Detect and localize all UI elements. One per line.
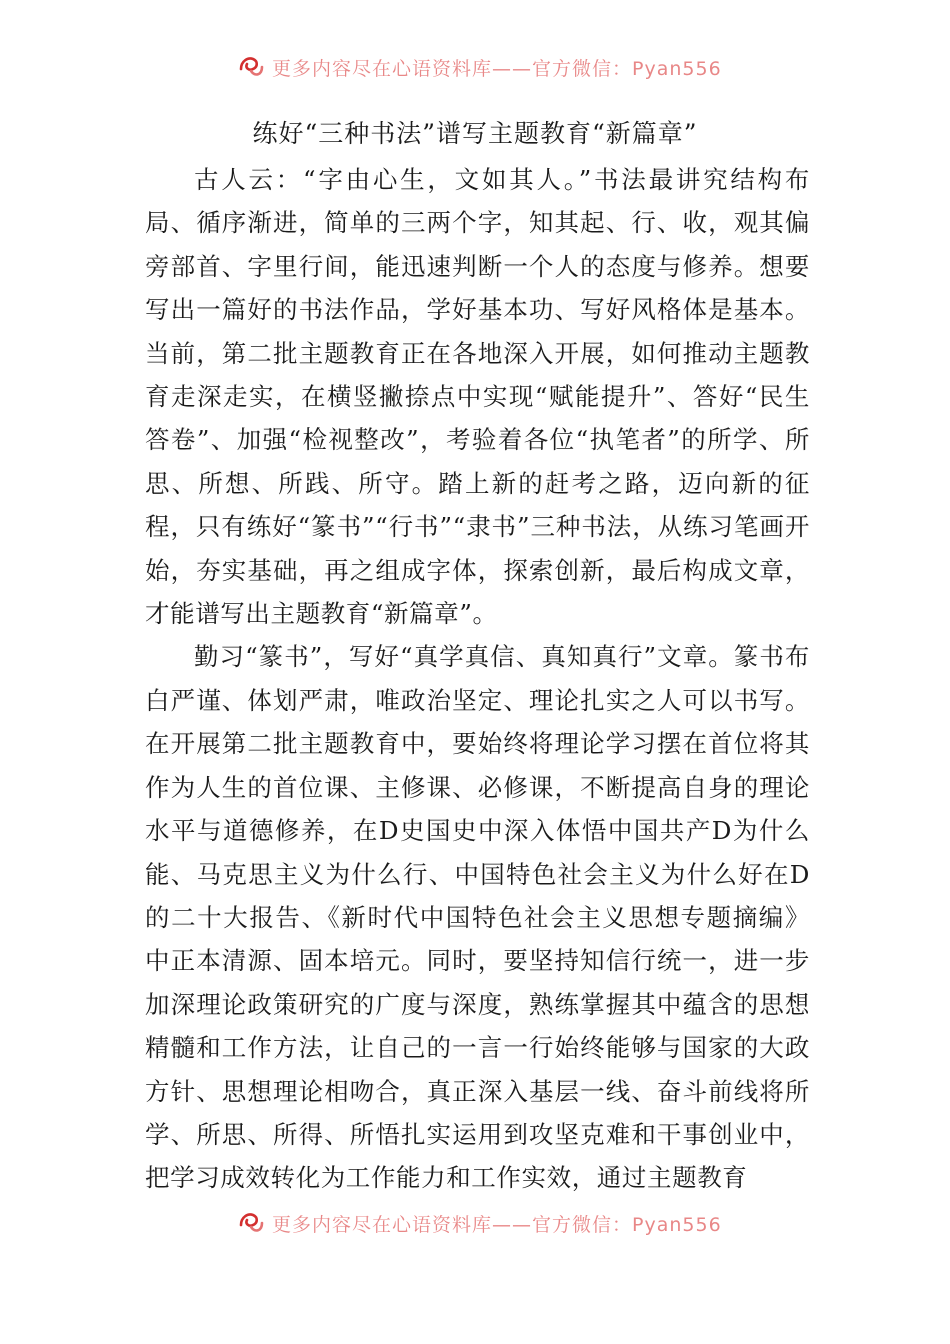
watermark-top (236, 50, 736, 84)
document-title: 练好“三种书法”谱写主题教育“新篇章” (252, 119, 698, 148)
watermark-bottom (236, 1206, 736, 1240)
paragraph-intro: 古人云：“字由心生，文如其人。”书法最讲究结构布局、循序渐进，简单的三两个字，知其起、行、收，观其偏旁部首、字里行间，能迅速判断一个人的态度与修养。想要写出一篇好的书法作品，学好基本功、写好风格体是基本。当前，第二批主题教育正在各地深入开展，如何推动主题教育走深走实，在横竖撇捺点中实现“赋能提升”、答好“民生答卷”、加强“检视整改”，考验着各位“执笔者”的所学、所思、所想、所践、所守。踏上新的赶考之路，迈向新的征程，只有练好“篆书”“行书”“隶书”三种书法，从练习笔画开始，夯实基础，再之组成字体，探索创新，最后构成文章，才能谱写出主题教育“新篇章”。 (145, 165, 810, 629)
watermark-logo-icon (236, 1208, 266, 1238)
watermark-text: 更多内容尽在心语资料库——官方微信：Pyan556 (272, 1213, 722, 1236)
watermark-text: 更多内容尽在心语资料库——官方微信：Pyan556 (272, 57, 722, 80)
document-body (145, 158, 810, 1200)
watermark-logo-icon (236, 52, 266, 82)
paragraph-seal-script: 勤习“篆书”，写好“真学真信、真知真行”文章。篆书布白严谨、体划严肃，唯政治坚定、理论扎实之人可以书写。在开展第二批主题教育中，要始终将理论学习摆在首位将其作为人生的首位课、主修课、必修课，不断提高自身的理论水平与道德修养，在D史国史中深入体悟中国共产D为什么能、马克思主义为什么行、中国特色社会主义为什么好在D的二十大报告、《新时代中国特色社会主义思想专题摘编》中正本清源、固本培元。同时，要坚持知信行统一，进一步加深理论政策研究的广度与深度，熟练掌握其中蕴含的思想精髓和工作方法，让自己的一言一行始终能够与国家的大政方针、思想理论相吻合，真正深入基层一线、奋斗前线将所学、所思、所得、所悟扎实运用到攻坚克难和干事创业中，把学习成效转化为工作能力和工作实效，通过主题教育 (145, 642, 810, 1193)
